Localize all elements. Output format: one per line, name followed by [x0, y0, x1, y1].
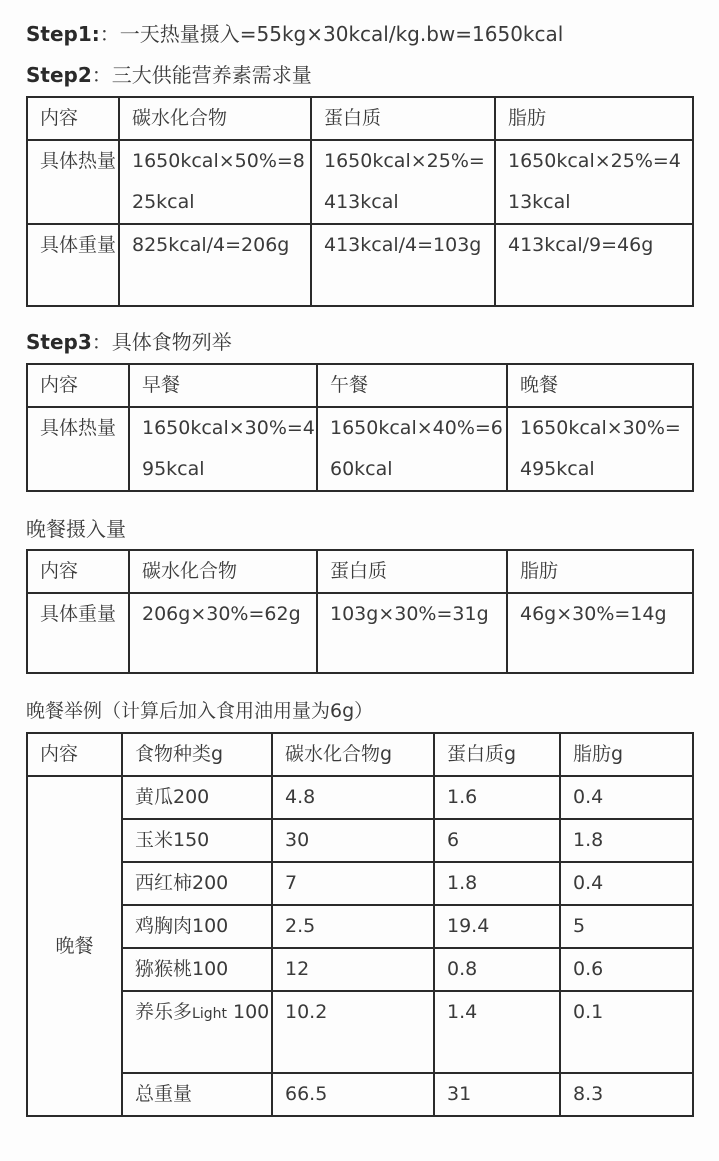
table-cell: 103g×30%=31g [317, 593, 507, 673]
table-cell: 1.6 [434, 776, 560, 819]
step1-heading [26, 20, 563, 48]
table-header-row [27, 97, 693, 140]
table-cell: 西红柿200 [122, 862, 272, 905]
table-header-row [27, 364, 693, 407]
table-cell: 黄瓜200 [122, 776, 272, 819]
table-cell: 鸡胸肉100 [122, 905, 272, 948]
step2-text: ：三大供能营养素需求量 [91, 63, 312, 87]
dinner-example-table [26, 732, 694, 1117]
table-cell: 19.4 [434, 905, 560, 948]
table-header-cell: 碳水化合物 [129, 550, 317, 593]
table-cell: 1650kcal×30%=495kcal [129, 407, 317, 491]
table-row [27, 593, 693, 673]
table-cell: 1650kcal×25%=413kcal [495, 140, 693, 224]
table-header-cell: 蛋白质 [317, 550, 507, 593]
table-cell: 6 [434, 819, 560, 862]
table-row [27, 991, 693, 1073]
table-header-cell: 蛋白质 [311, 97, 495, 140]
yakult-name: 养乐多 [135, 1001, 193, 1023]
table-cell: 825kcal/4=206g [119, 224, 311, 306]
dinner-example-heading: 晚餐举例（计算后加入食用油用量为6g） [26, 700, 374, 722]
table-cell: 0.1 [560, 991, 693, 1073]
table-cell: 4.8 [272, 776, 434, 819]
table-cell: 12 [272, 948, 434, 991]
table-cell: 1.8 [434, 862, 560, 905]
table-cell: 1650kcal×30%=495kcal [507, 407, 693, 491]
table-header-cell: 脂肪 [495, 97, 693, 140]
table-header-cell: 早餐 [129, 364, 317, 407]
table-row [27, 140, 693, 224]
table-cell: 0.6 [560, 948, 693, 991]
table-cell: 1650kcal×50%=825kcal [119, 140, 311, 224]
table-cell: 1.4 [434, 991, 560, 1073]
table-cell: 7 [272, 862, 434, 905]
table-header-cell: 食物种类g [122, 733, 272, 776]
step1-text: ：一天热量摄入=55kg×30kcal/kg.bw=1650kcal [99, 22, 564, 46]
table-row [27, 862, 693, 905]
table-header-cell: 内容 [27, 364, 129, 407]
table-row [27, 948, 693, 991]
table-header-cell: 碳水化合物 [119, 97, 311, 140]
table-header-cell: 晚餐 [507, 364, 693, 407]
meal-group-cell: 晚餐 [27, 776, 122, 1116]
table-cell [122, 991, 272, 1073]
meal-calorie-table [26, 363, 694, 492]
table-row [27, 224, 693, 306]
table-row [27, 776, 693, 819]
yakult-amount: 100 [226, 1001, 270, 1023]
table-cell: 5 [560, 905, 693, 948]
table-cell: 2.5 [272, 905, 434, 948]
table-cell: 46g×30%=14g [507, 593, 693, 673]
table-cell: 猕猴桃100 [122, 948, 272, 991]
table-cell: 玉米150 [122, 819, 272, 862]
table-cell: 1.8 [560, 819, 693, 862]
step3-label: Step3 [26, 330, 92, 354]
dinner-intake-heading: 晚餐摄入量 [26, 517, 126, 541]
table-header-row [27, 550, 693, 593]
step3-heading [26, 328, 232, 356]
table-header-cell: 脂肪 [507, 550, 693, 593]
dinner-intake-table [26, 549, 694, 674]
table-header-cell: 蛋白质g [434, 733, 560, 776]
table-cell: 具体热量 [27, 140, 119, 224]
table-cell: 1650kcal×40%=660kcal [317, 407, 507, 491]
table-cell: 8.3 [560, 1073, 693, 1116]
table-cell: 413kcal/4=103g [311, 224, 495, 306]
table-header-cell: 脂肪g [560, 733, 693, 776]
step1-label: Step1: [26, 22, 100, 46]
table-total-row [27, 1073, 693, 1116]
table-cell: 10.2 [272, 991, 434, 1073]
table-header-row [27, 733, 693, 776]
yakult-variant: Light [192, 1006, 227, 1022]
table-cell: 0.8 [434, 948, 560, 991]
table-header-cell: 午餐 [317, 364, 507, 407]
nutrient-requirement-table [26, 96, 694, 307]
table-header-cell: 内容 [27, 97, 119, 140]
step2-label: Step2 [26, 63, 92, 87]
table-cell: 206g×30%=62g [129, 593, 317, 673]
table-cell: 具体重量 [27, 593, 129, 673]
table-header-cell: 碳水化合物g [272, 733, 434, 776]
table-header-cell: 内容 [27, 550, 129, 593]
table-row [27, 819, 693, 862]
table-cell: 总重量 [122, 1073, 272, 1116]
step2-heading [26, 61, 312, 89]
table-cell: 1650kcal×25%=413kcal [311, 140, 495, 224]
table-cell: 具体热量 [27, 407, 129, 491]
table-header-cell: 内容 [27, 733, 122, 776]
table-cell: 0.4 [560, 862, 693, 905]
table-cell: 413kcal/9=46g [495, 224, 693, 306]
table-cell: 31 [434, 1073, 560, 1116]
step3-text: ：具体食物列举 [91, 330, 232, 354]
table-cell: 0.4 [560, 776, 693, 819]
table-cell: 具体重量 [27, 224, 119, 306]
table-cell: 30 [272, 819, 434, 862]
table-cell: 66.5 [272, 1073, 434, 1116]
table-row [27, 905, 693, 948]
table-row [27, 407, 693, 491]
